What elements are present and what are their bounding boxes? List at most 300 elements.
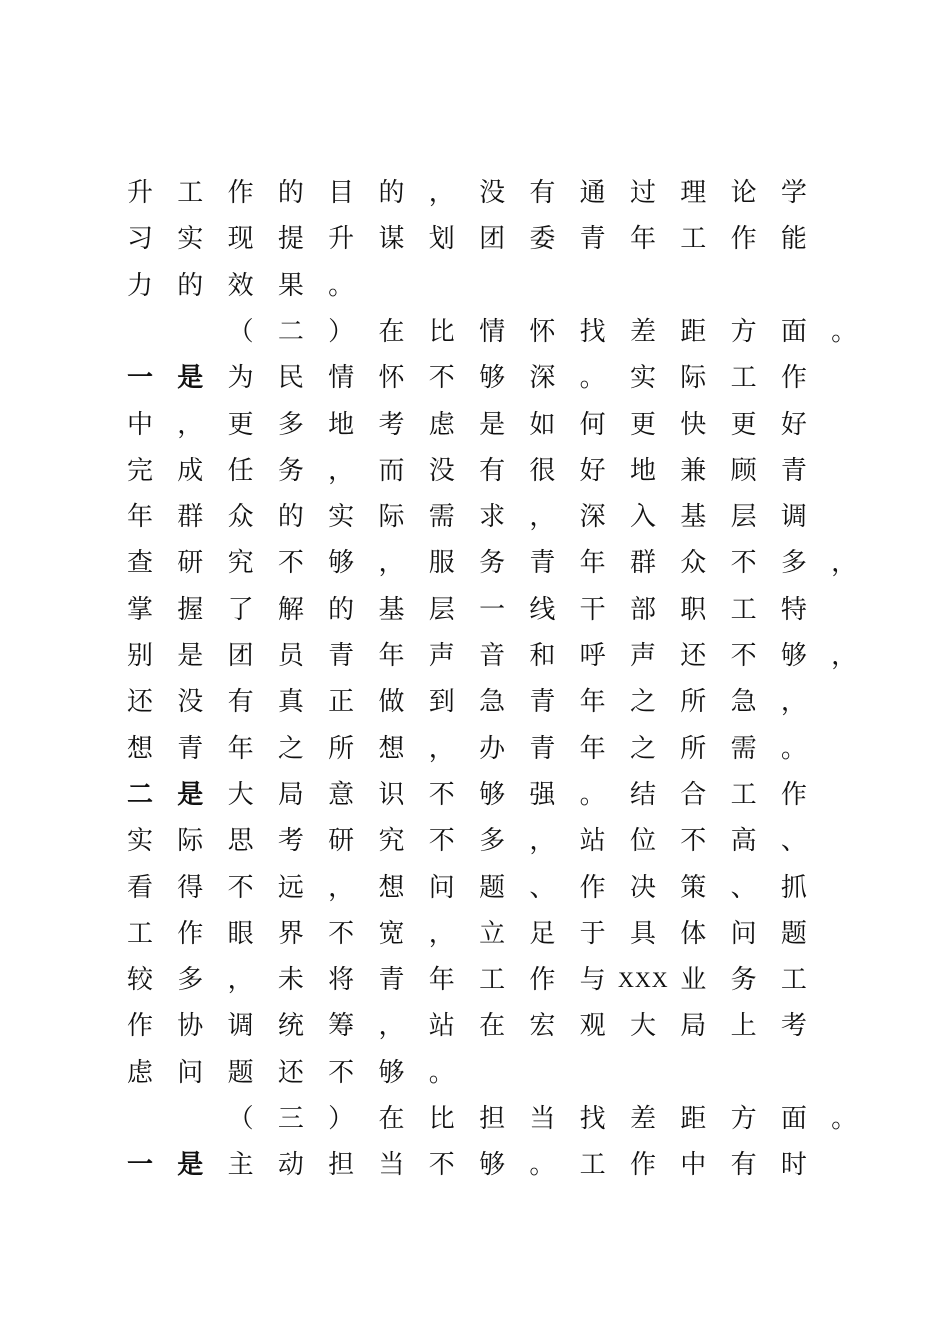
text-char: 与 <box>579 965 606 996</box>
text-char: 体 <box>680 918 707 949</box>
text-char: 有 <box>529 178 556 208</box>
text-char: 究 <box>227 548 254 579</box>
text-char: 所 <box>328 733 355 764</box>
text-char: 特 <box>780 594 807 625</box>
text-char: 想 <box>378 733 405 764</box>
text-char: 站 <box>428 1011 455 1042</box>
text-char: 调 <box>227 1011 254 1042</box>
bold-lead-char: 二 <box>126 779 153 810</box>
text-char: 所 <box>680 733 707 764</box>
text-char: 更 <box>629 409 656 440</box>
text-char: 服 <box>428 548 455 579</box>
text-char: 够 <box>479 363 506 394</box>
text-line <box>0 679 950 725</box>
text-char: ， <box>831 641 858 671</box>
text-char: 工 <box>680 224 707 255</box>
text-char: 现 <box>227 224 254 255</box>
text-char: 决 <box>629 872 656 903</box>
text-char: 问 <box>730 918 757 949</box>
text-line <box>0 494 950 540</box>
text-char: 顾 <box>730 455 757 486</box>
text-char: 做 <box>378 687 405 718</box>
text-char: 如 <box>529 409 556 440</box>
text-char: 青 <box>529 733 556 764</box>
text-char: 青 <box>529 687 556 718</box>
text-char: ， <box>428 918 455 949</box>
text-char: 际 <box>177 826 204 857</box>
text-char: 成 <box>177 455 204 486</box>
text-char: 为 <box>227 363 254 394</box>
text-char: 大 <box>227 779 254 810</box>
text-char: 委 <box>529 224 556 255</box>
text-char: 不 <box>428 779 455 810</box>
text-char: 了 <box>227 594 254 625</box>
text-char: 论 <box>730 178 757 208</box>
text-char: 动 <box>277 1150 304 1181</box>
text-char: 。 <box>579 779 606 810</box>
text-char: 研 <box>328 826 355 857</box>
text-char: ） <box>328 1104 355 1134</box>
text-char: 别 <box>126 641 153 671</box>
text-line <box>0 309 950 355</box>
text-char: 任 <box>227 455 254 486</box>
text-char: 团 <box>479 224 506 255</box>
text-char: 够 <box>328 548 355 579</box>
text-char: 。 <box>831 316 858 347</box>
text-char: 未 <box>277 965 304 996</box>
text-char: 地 <box>629 455 656 486</box>
text-char: 问 <box>177 1057 204 1088</box>
text-char: 快 <box>680 409 707 440</box>
text-char: 际 <box>378 502 405 533</box>
text-char: 上 <box>730 1011 757 1042</box>
text-char: 不 <box>277 548 304 579</box>
text-char: 青 <box>579 224 606 255</box>
text-char: 好 <box>579 455 606 486</box>
text-char: 工 <box>730 594 757 625</box>
text-char: 深 <box>529 363 556 394</box>
text-char: 于 <box>579 918 606 949</box>
text-char: 基 <box>680 502 707 533</box>
text-char: 没 <box>428 455 455 486</box>
text-char: 担 <box>328 1150 355 1181</box>
text-char: 团 <box>227 641 254 671</box>
text-char: 握 <box>177 594 204 625</box>
text-char: 够 <box>479 779 506 810</box>
text-char: 到 <box>428 687 455 718</box>
text-char: 力 <box>126 270 153 301</box>
text-char: 理 <box>680 178 707 208</box>
text-char: 完 <box>126 455 153 486</box>
text-char: 抓 <box>780 872 807 903</box>
text-char: 实 <box>328 502 355 533</box>
text-char: 界 <box>277 918 304 949</box>
text-char: 年 <box>629 224 656 255</box>
text-char: 声 <box>629 641 656 671</box>
text-char: 够 <box>479 1150 506 1181</box>
text-char: 较 <box>126 965 153 996</box>
text-char: 够 <box>780 641 807 671</box>
text-char: 虑 <box>428 409 455 440</box>
text-char: 业 <box>680 965 707 996</box>
text-char: 何 <box>579 409 606 440</box>
text-char: 有 <box>730 1150 757 1181</box>
text-char: 作 <box>629 1150 656 1181</box>
text-char: 年 <box>579 548 606 579</box>
text-char: 宏 <box>529 1011 556 1042</box>
text-char: 结 <box>629 779 656 810</box>
text-char: （ <box>227 316 254 347</box>
text-char: ， <box>831 548 858 579</box>
text-char: 务 <box>479 548 506 579</box>
text-char: ， <box>529 826 556 857</box>
text-char: 意 <box>328 779 355 810</box>
text-char: ， <box>227 965 254 996</box>
text-char: 的 <box>328 594 355 625</box>
text-char: 方 <box>730 316 757 347</box>
text-line <box>0 772 950 818</box>
text-char: 调 <box>780 502 807 533</box>
text-char: 宽 <box>378 918 405 949</box>
text-char: 。 <box>428 1057 455 1088</box>
text-char: 合 <box>680 779 707 810</box>
text-char: 题 <box>780 918 807 949</box>
text-char: ， <box>378 548 405 579</box>
text-char: 需 <box>428 502 455 533</box>
text-char: 过 <box>629 178 656 208</box>
text-char: 在 <box>479 1011 506 1042</box>
text-char: 通 <box>579 178 606 208</box>
bold-lead-char: 一 <box>126 1150 153 1181</box>
text-char: 想 <box>126 733 153 764</box>
text-line <box>0 216 950 262</box>
text-char: 具 <box>629 918 656 949</box>
text-char: 三 <box>277 1104 304 1134</box>
text-char: 思 <box>227 826 254 857</box>
text-char: 观 <box>579 1011 606 1042</box>
text-char: 际 <box>680 363 707 394</box>
text-char: 多 <box>780 548 807 579</box>
text-char: 还 <box>680 641 707 671</box>
text-char: 年 <box>378 641 405 671</box>
text-char: 大 <box>629 1011 656 1042</box>
text-char: 工 <box>177 178 204 208</box>
text-char: 学 <box>780 178 807 208</box>
text-char: 足 <box>529 918 556 949</box>
text-char: 情 <box>479 316 506 347</box>
text-char: 想 <box>378 872 405 903</box>
text-line <box>0 726 950 772</box>
text-char: 众 <box>227 502 254 533</box>
text-char: （ <box>227 1104 254 1134</box>
text-char: 作 <box>529 965 556 996</box>
text-char: 层 <box>428 594 455 625</box>
text-char: 当 <box>529 1104 556 1134</box>
text-char: 不 <box>428 1150 455 1181</box>
text-char: 的 <box>277 178 304 208</box>
text-char: 工 <box>730 779 757 810</box>
text-char: 基 <box>378 594 405 625</box>
text-char: 习 <box>126 224 153 255</box>
text-char: 协 <box>177 1011 204 1042</box>
text-char: 民 <box>277 363 304 394</box>
text-char: 站 <box>579 826 606 857</box>
bold-lead-char: 是 <box>177 1150 204 1181</box>
text-char: 年 <box>227 733 254 764</box>
text-char: 果 <box>277 270 304 301</box>
text-char: 不 <box>730 641 757 671</box>
text-line <box>0 587 950 633</box>
text-char: 比 <box>428 1104 455 1134</box>
text-char: ， <box>780 687 807 718</box>
text-char: 找 <box>579 316 606 347</box>
text-char: 线 <box>529 594 556 625</box>
text-char: 。 <box>780 733 807 764</box>
text-line <box>0 1096 950 1142</box>
text-char: 统 <box>277 1011 304 1042</box>
text-char: 青 <box>378 965 405 996</box>
text-char: 在 <box>378 316 405 347</box>
text-char: 够 <box>378 1057 405 1088</box>
text-char: 情 <box>328 363 355 394</box>
text-char: 提 <box>277 224 304 255</box>
text-char: 正 <box>328 687 355 718</box>
text-char: 地 <box>328 409 355 440</box>
text-char: 作 <box>780 363 807 394</box>
text-char: 工 <box>730 363 757 394</box>
text-char: 不 <box>730 548 757 579</box>
text-char: 找 <box>579 1104 606 1134</box>
text-char: 主 <box>227 1150 254 1181</box>
text-char: 距 <box>680 316 707 347</box>
text-char: 题 <box>479 872 506 903</box>
text-char: 实 <box>126 826 153 857</box>
text-char: 多 <box>177 965 204 996</box>
text-char: 看 <box>126 872 153 903</box>
text-char: 问 <box>428 872 455 903</box>
text-char: 作 <box>780 779 807 810</box>
text-char: 当 <box>378 1150 405 1181</box>
text-line <box>0 1003 950 1049</box>
text-char: 题 <box>227 1057 254 1088</box>
text-char: 目 <box>328 178 355 208</box>
text-char: 干 <box>579 594 606 625</box>
bold-lead-char: 是 <box>177 779 204 810</box>
text-char: 不 <box>428 363 455 394</box>
text-char: ， <box>328 455 355 486</box>
text-char: 还 <box>126 687 153 718</box>
text-char: 是 <box>479 409 506 440</box>
text-char: 青 <box>529 548 556 579</box>
text-char: 得 <box>177 872 204 903</box>
text-char: ， <box>529 502 556 533</box>
text-char: 务 <box>730 965 757 996</box>
text-char: 没 <box>177 687 204 718</box>
text-char: 是 <box>177 641 204 671</box>
text-char: 很 <box>529 455 556 486</box>
text-char: 求 <box>479 502 506 533</box>
text-char: 青 <box>780 455 807 486</box>
text-line <box>0 957 950 1003</box>
text-char: 有 <box>479 455 506 486</box>
bold-lead-char: 一 <box>126 363 153 394</box>
text-char: ， <box>328 872 355 903</box>
text-char: 急 <box>730 687 757 718</box>
text-line <box>0 170 950 216</box>
text-char: 高 <box>730 826 757 857</box>
text-char: 更 <box>227 409 254 440</box>
text-char: 。 <box>579 363 606 394</box>
text-char: 一 <box>479 594 506 625</box>
text-char: 兼 <box>680 455 707 486</box>
text-char: 群 <box>629 548 656 579</box>
text-char: 员 <box>277 641 304 671</box>
text-char: 查 <box>126 548 153 579</box>
text-char: 、 <box>780 826 807 857</box>
text-char: 不 <box>227 872 254 903</box>
text-line <box>0 1142 950 1188</box>
text-char: 年 <box>428 965 455 996</box>
text-char: 升 <box>328 224 355 255</box>
text-char: 识 <box>378 779 405 810</box>
text-char: 急 <box>479 687 506 718</box>
text-char: 年 <box>579 687 606 718</box>
bold-lead-char: 是 <box>177 363 204 394</box>
text-char: 立 <box>479 918 506 949</box>
text-char: 之 <box>277 733 304 764</box>
text-char: 的 <box>177 270 204 301</box>
text-char: ， <box>177 409 204 440</box>
text-char: 而 <box>378 455 405 486</box>
text-char: 众 <box>680 548 707 579</box>
text-char: 不 <box>328 1057 355 1088</box>
text-char: 中 <box>126 409 153 440</box>
text-char: 深 <box>579 502 606 533</box>
text-char: 不 <box>328 918 355 949</box>
text-char: 工 <box>479 965 506 996</box>
text-char: 考 <box>277 826 304 857</box>
text-char: 。 <box>328 270 355 301</box>
text-char: 多 <box>479 826 506 857</box>
text-line <box>0 1050 950 1096</box>
text-char: 青 <box>177 733 204 764</box>
text-char: 能 <box>780 224 807 255</box>
text-char: 、 <box>529 872 556 903</box>
text-line <box>0 263 950 309</box>
text-char: 局 <box>680 1011 707 1042</box>
text-char: 部 <box>629 594 656 625</box>
text-char: 怀 <box>378 363 405 394</box>
text-char: 时 <box>780 1150 807 1181</box>
text-char: 策 <box>680 872 707 903</box>
text-char: 工 <box>126 918 153 949</box>
text-line <box>0 865 950 911</box>
text-char: 。 <box>529 1150 556 1181</box>
text-char: 中 <box>680 1150 707 1181</box>
text-char: 需 <box>730 733 757 764</box>
text-char: 效 <box>227 270 254 301</box>
text-line <box>0 911 950 957</box>
text-char: 所 <box>680 687 707 718</box>
text-line <box>0 818 950 864</box>
text-char: 谋 <box>378 224 405 255</box>
text-char: 差 <box>629 1104 656 1134</box>
text-char: 怀 <box>529 316 556 347</box>
text-char: 比 <box>428 316 455 347</box>
text-char: 将 <box>328 965 355 996</box>
text-char: 划 <box>428 224 455 255</box>
text-char: 工 <box>780 965 807 996</box>
text-char: 年 <box>126 502 153 533</box>
text-char: 差 <box>629 316 656 347</box>
text-char: 办 <box>479 733 506 764</box>
text-char: 的 <box>277 502 304 533</box>
text-char: ） <box>328 316 355 347</box>
text-run: XXX <box>618 967 669 993</box>
text-char: 距 <box>680 1104 707 1134</box>
text-char: 作 <box>177 918 204 949</box>
text-char: 有 <box>227 687 254 718</box>
text-char: 作 <box>579 872 606 903</box>
text-char: 和 <box>529 641 556 671</box>
text-char: 位 <box>629 826 656 857</box>
text-line <box>0 540 950 586</box>
text-char: ， <box>428 178 455 208</box>
text-char: 升 <box>126 178 153 208</box>
text-char: 没 <box>479 178 506 208</box>
text-char: 面 <box>780 316 807 347</box>
text-char: 解 <box>277 594 304 625</box>
text-char: 入 <box>629 502 656 533</box>
text-char: 实 <box>177 224 204 255</box>
text-char: 层 <box>730 502 757 533</box>
text-char: 究 <box>378 826 405 857</box>
text-line <box>0 402 950 448</box>
text-char: 筹 <box>328 1011 355 1042</box>
text-char: 多 <box>277 409 304 440</box>
text-char: 。 <box>831 1104 858 1134</box>
text-char: 声 <box>428 641 455 671</box>
text-char: 在 <box>378 1104 405 1134</box>
text-char: 之 <box>629 733 656 764</box>
text-char: ， <box>378 1011 405 1042</box>
text-char: 工 <box>579 1150 606 1181</box>
text-char: 之 <box>629 687 656 718</box>
text-char: 年 <box>579 733 606 764</box>
text-char: 二 <box>277 316 304 347</box>
text-char: 作 <box>227 178 254 208</box>
text-char: 的 <box>378 178 405 208</box>
text-char: 、 <box>730 872 757 903</box>
text-char: 不 <box>428 826 455 857</box>
text-char: 音 <box>479 641 506 671</box>
text-char: 方 <box>730 1104 757 1134</box>
text-char: 群 <box>177 502 204 533</box>
text-char: ， <box>428 733 455 764</box>
text-char: 青 <box>328 641 355 671</box>
text-char: 还 <box>277 1057 304 1088</box>
text-char: 不 <box>680 826 707 857</box>
text-char: 担 <box>479 1104 506 1134</box>
text-char: 掌 <box>126 594 153 625</box>
text-char: 作 <box>730 224 757 255</box>
text-line <box>0 633 950 679</box>
text-char: 务 <box>277 455 304 486</box>
text-char: 呼 <box>579 641 606 671</box>
text-char: 职 <box>680 594 707 625</box>
text-char: 强 <box>529 779 556 810</box>
text-char: 远 <box>277 872 304 903</box>
